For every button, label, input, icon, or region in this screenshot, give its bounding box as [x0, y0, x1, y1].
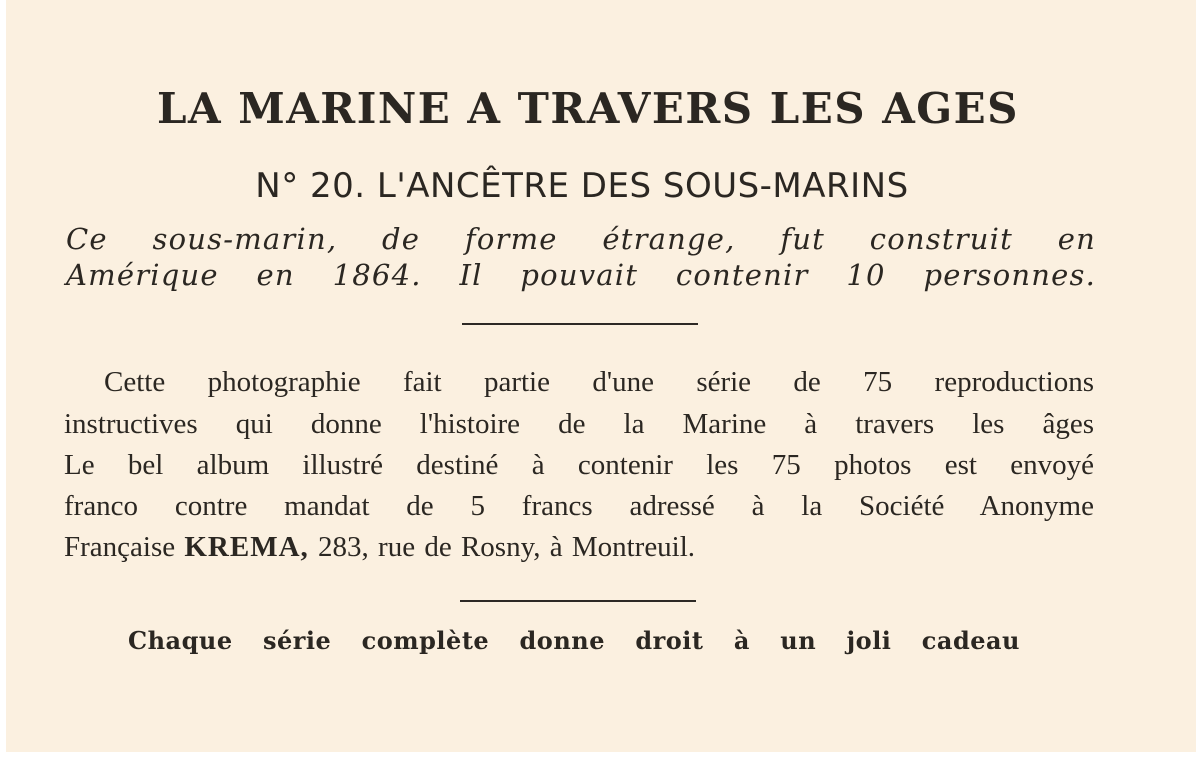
description-line-2: Amérique en 1864. Il pouvait contenir 10 personnes. [66, 258, 1096, 292]
body-line-3: Le bel album illustré destiné à contenir les 75 photos est envoyé [64, 449, 1094, 481]
body-line-5-address: 283, rue de Rosny, à Montreuil. [318, 531, 696, 563]
footer-note: Chaque série complète donne droit à un joli cadeau [128, 626, 1020, 655]
body-line-2: instructives qui donne l'histoire de la Marine à travers les âges [64, 408, 1094, 440]
body-line-1: Cette photographie fait partie d'une série de 75 reproductions [104, 366, 1094, 398]
divider-bottom [460, 600, 696, 602]
trade-card [6, 0, 1196, 752]
brand-name-krema: KREMA, [184, 531, 309, 563]
body-line-4: franco contre mandat de 5 francs adressé à la Société Anonyme [64, 490, 1094, 522]
card-title: LA MARINE A TRAVERS LES AGES [156, 84, 1020, 133]
divider-top [462, 323, 698, 325]
body-line-5-prefix: Française [64, 531, 176, 563]
description-line-1: Ce sous-marin, de forme étrange, fut construit en [66, 222, 1096, 256]
card-subtitle: N° 20. L'ANCÊTRE DES SOUS-MARINS [255, 166, 909, 206]
body-line-5 [64, 531, 952, 564]
